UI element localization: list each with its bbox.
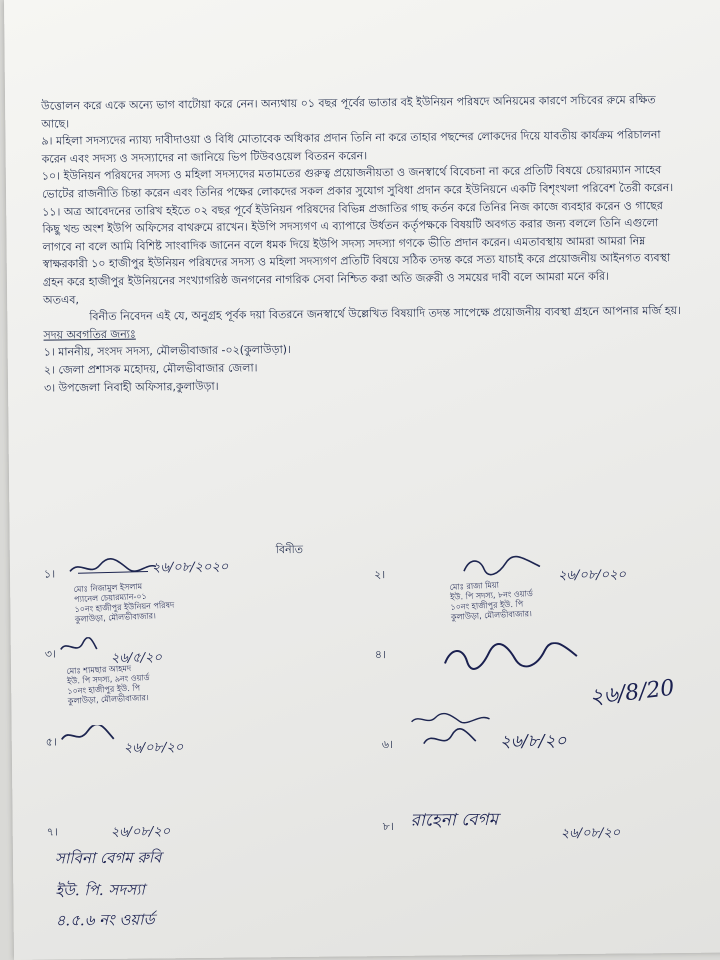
stamp-1 bbox=[73, 581, 174, 625]
request-paragraph: বিনীত নিবেদন এই যে, অনুগ্রহ পূর্বক দয়া বিতরনে জনস্বার্থে উল্লেখিত বিষয়াদি তদন্ত সাপেক্ষে প্রয়োজনীয় ব্যবস্থা গ্রহনে আপনার মর্জি হয়। bbox=[89, 304, 682, 324]
signature-date-2: ২৬/০৮/০২০ bbox=[557, 567, 627, 584]
stamp-line: ১০নং হাজীপুর ইউ. পি bbox=[67, 683, 141, 696]
signature-scribble-5 bbox=[60, 725, 116, 748]
signature-number-6: ৬। bbox=[381, 737, 393, 752]
paragraph-9: ৯। মহিলা সদস্যদের ন্যায্য দাবীদাওয়া ও বিধি মোতাবেক অধিকার প্রদান তিনি না করে তাহার পছন্দের লোকদের দিয়ে যাবতীয় কার্যক্রম পরিচালনা করেন এবং সদস্য ও সদস্যাদের না জানিয়ে ভিপ টিউবওয়েল বিতরন করেন। bbox=[41, 128, 661, 166]
signature-date-7: ২৬/০৮/২০ bbox=[110, 824, 171, 840]
paper-sheet bbox=[4, 0, 720, 960]
copy-title: সদয় অবগতির জন্যঃ bbox=[43, 327, 136, 342]
signature-date-6: ২৬/৮/২০ bbox=[499, 731, 567, 752]
signature-name-8: রাহেনা বেগম bbox=[410, 809, 499, 831]
stamp-line: ১০নং হাজীপুর ইউ. পি bbox=[450, 599, 524, 612]
paragraph-10: ১০। ইউনিয়ন পরিষদের সদস্য ও মহিলা সদস্যদের মতামতের গুরুত্ব প্রয়োজনীয়তা ও জনস্বার্থে বিবেচনা না করে প্রতিটি বিষয়ে চেয়ারম্যান সাহেব ভোটের রাজনীতি চিন্তা করেন এবং তিনির পক্ষের লোকদের সকল প্রকার সুযোগ সুবিধা প্রদান করে ইউনিয়নে একটি বিশৃংখলা পরিবেশ তৈরী করেন। bbox=[41, 163, 674, 201]
signature-date-5: ২৬/০৮/২০ bbox=[123, 740, 184, 756]
signature-7-line-1: সাবিনা বেগম রুবি bbox=[54, 848, 162, 868]
stamp-line: প্যানেল চেয়ারম্যান-০১ bbox=[73, 591, 147, 605]
signature-scribble-2 bbox=[462, 554, 542, 579]
signature-7-line-3: ৪.৫.৬ নং ওয়ার্ড bbox=[55, 910, 155, 930]
copy-item-2: ২। জেলা প্রশাসক মহোদয়, মৌলভীবাজার জেলা। bbox=[43, 361, 258, 377]
signature-scribble-4 bbox=[441, 642, 581, 673]
signature-7-line-2: ইউ. পি. সদস্যা bbox=[55, 880, 145, 900]
vinito-label: বিনীত bbox=[275, 542, 304, 557]
stamp-line: কুলাউড়া, মৌলভীবাজার। bbox=[450, 609, 533, 622]
signature-number-4: ৪। bbox=[374, 648, 387, 662]
signature-number-5: ৫। bbox=[45, 735, 57, 749]
stamp-line: ইউ. পি সদস্য, ৯নং ওয়ার্ড bbox=[66, 673, 150, 686]
signature-number-1: ১। bbox=[43, 567, 56, 581]
copy-item-3: ৩। উপজেলা নিবাহী অফিসার,কুলাউড়া। bbox=[43, 379, 219, 395]
signature-scribble-3 bbox=[59, 637, 99, 657]
signature-number-8: ৮। bbox=[382, 819, 394, 834]
copy-item-1: ১। মাননীয়, সংসদ সদস্য, মৌলভীবাজার -০২(কুলাউড়া)। bbox=[43, 343, 292, 359]
paragraph-continued: উত্তোলন করে একে অন্যে ভাগ বাটোয়া করে নেন। অন্যথায় ০১ বছর পূর্বের ভাতার বই ইউনিয়ন পরিষদে অনিয়মের কারণে সচিবের রুমে রক্ষিত আছে। bbox=[41, 93, 656, 131]
stamp-line: মোঃ রাজা মিয়া bbox=[449, 580, 500, 592]
signature-date-1: ২৬/০৮/২০২০ bbox=[151, 559, 229, 576]
closing-word: অতএব, bbox=[43, 292, 79, 307]
signature-number-3: ৩। bbox=[44, 647, 57, 661]
paragraph-11: ১১। অত্র আবেদনের তারিখ হইতে ০২ বছর পূর্বে ইউনিয়ন পরিষদের বিভিন্ন প্রজাতির গাছ কর্তন করে তিনির নিজ কাজে ব্যবহার করেন ও গাছের কিছু খন্ড অংশ ইউপি অফিসের বাথরুমে রাখেন। ইউপি সদস্যগণ এ ব্যাপারে উর্ধতন কর্তৃপক্ষকে বিষয়টি অবগত করার জন্য বললে তিনি এগুলো লাগবে না বলে আমি বিশিষ্ট সাংবাদিক জানেন বলে ধমক দিয়ে ইউপি সদস্য সদস্যা গণকে ভীতি প্রদান করেন। এমতাবস্থায় আমরা আমরা নিম্ন স্বাক্ষরকারী ১০ হাজীপুর ইউনিয়ন পরিষদের সদস্য ও মহিলা সদস্যগণ প্রতিটি বিষয়ে সঠিক তদন্ত করে সত্য যাচাই করে প্রয়োজনীয় আইনগত ব্যবস্থা গ্রহন করে হাজীপুর ইউনিয়নের সংখ্যাগরিষ্ঠ জনগনের নাগরিক সেবা নিশ্চিত করা অতি জরুরী ও সময়ের দাবী বলে আমরা মনে করি। bbox=[42, 198, 671, 289]
stamp-2 bbox=[449, 579, 533, 623]
signature-date-4: ২৬/8/20 bbox=[588, 675, 676, 711]
stamp-line: কুলাউড়া, মৌলভীবাজার। bbox=[67, 693, 149, 706]
signature-date-8: ২৬/০৮/২০ bbox=[560, 825, 621, 842]
stamp-line: মোঃ শামছার আহমদ bbox=[66, 663, 132, 676]
signature-number-2: ২। bbox=[373, 568, 386, 582]
signature-date-3: ২৬/৫/২০ bbox=[110, 650, 162, 666]
stamp-line: ইউ. পি সদস্য, ৮নং ওয়ার্ড bbox=[449, 589, 533, 602]
letter-body bbox=[41, 91, 684, 397]
stamp-3 bbox=[66, 663, 150, 707]
signature-number-7: ৭। bbox=[46, 825, 58, 839]
stamp-line: কুলাউড়া, মৌলভীবাজার। bbox=[74, 611, 157, 625]
stamp-line: ১০নং হাজীপুর ইউনিয়ন পরিষদ bbox=[74, 600, 175, 615]
stamp-line: মোঃ নিজামুল ইসলাম bbox=[73, 581, 143, 595]
signature-scribble-1 bbox=[68, 556, 158, 579]
